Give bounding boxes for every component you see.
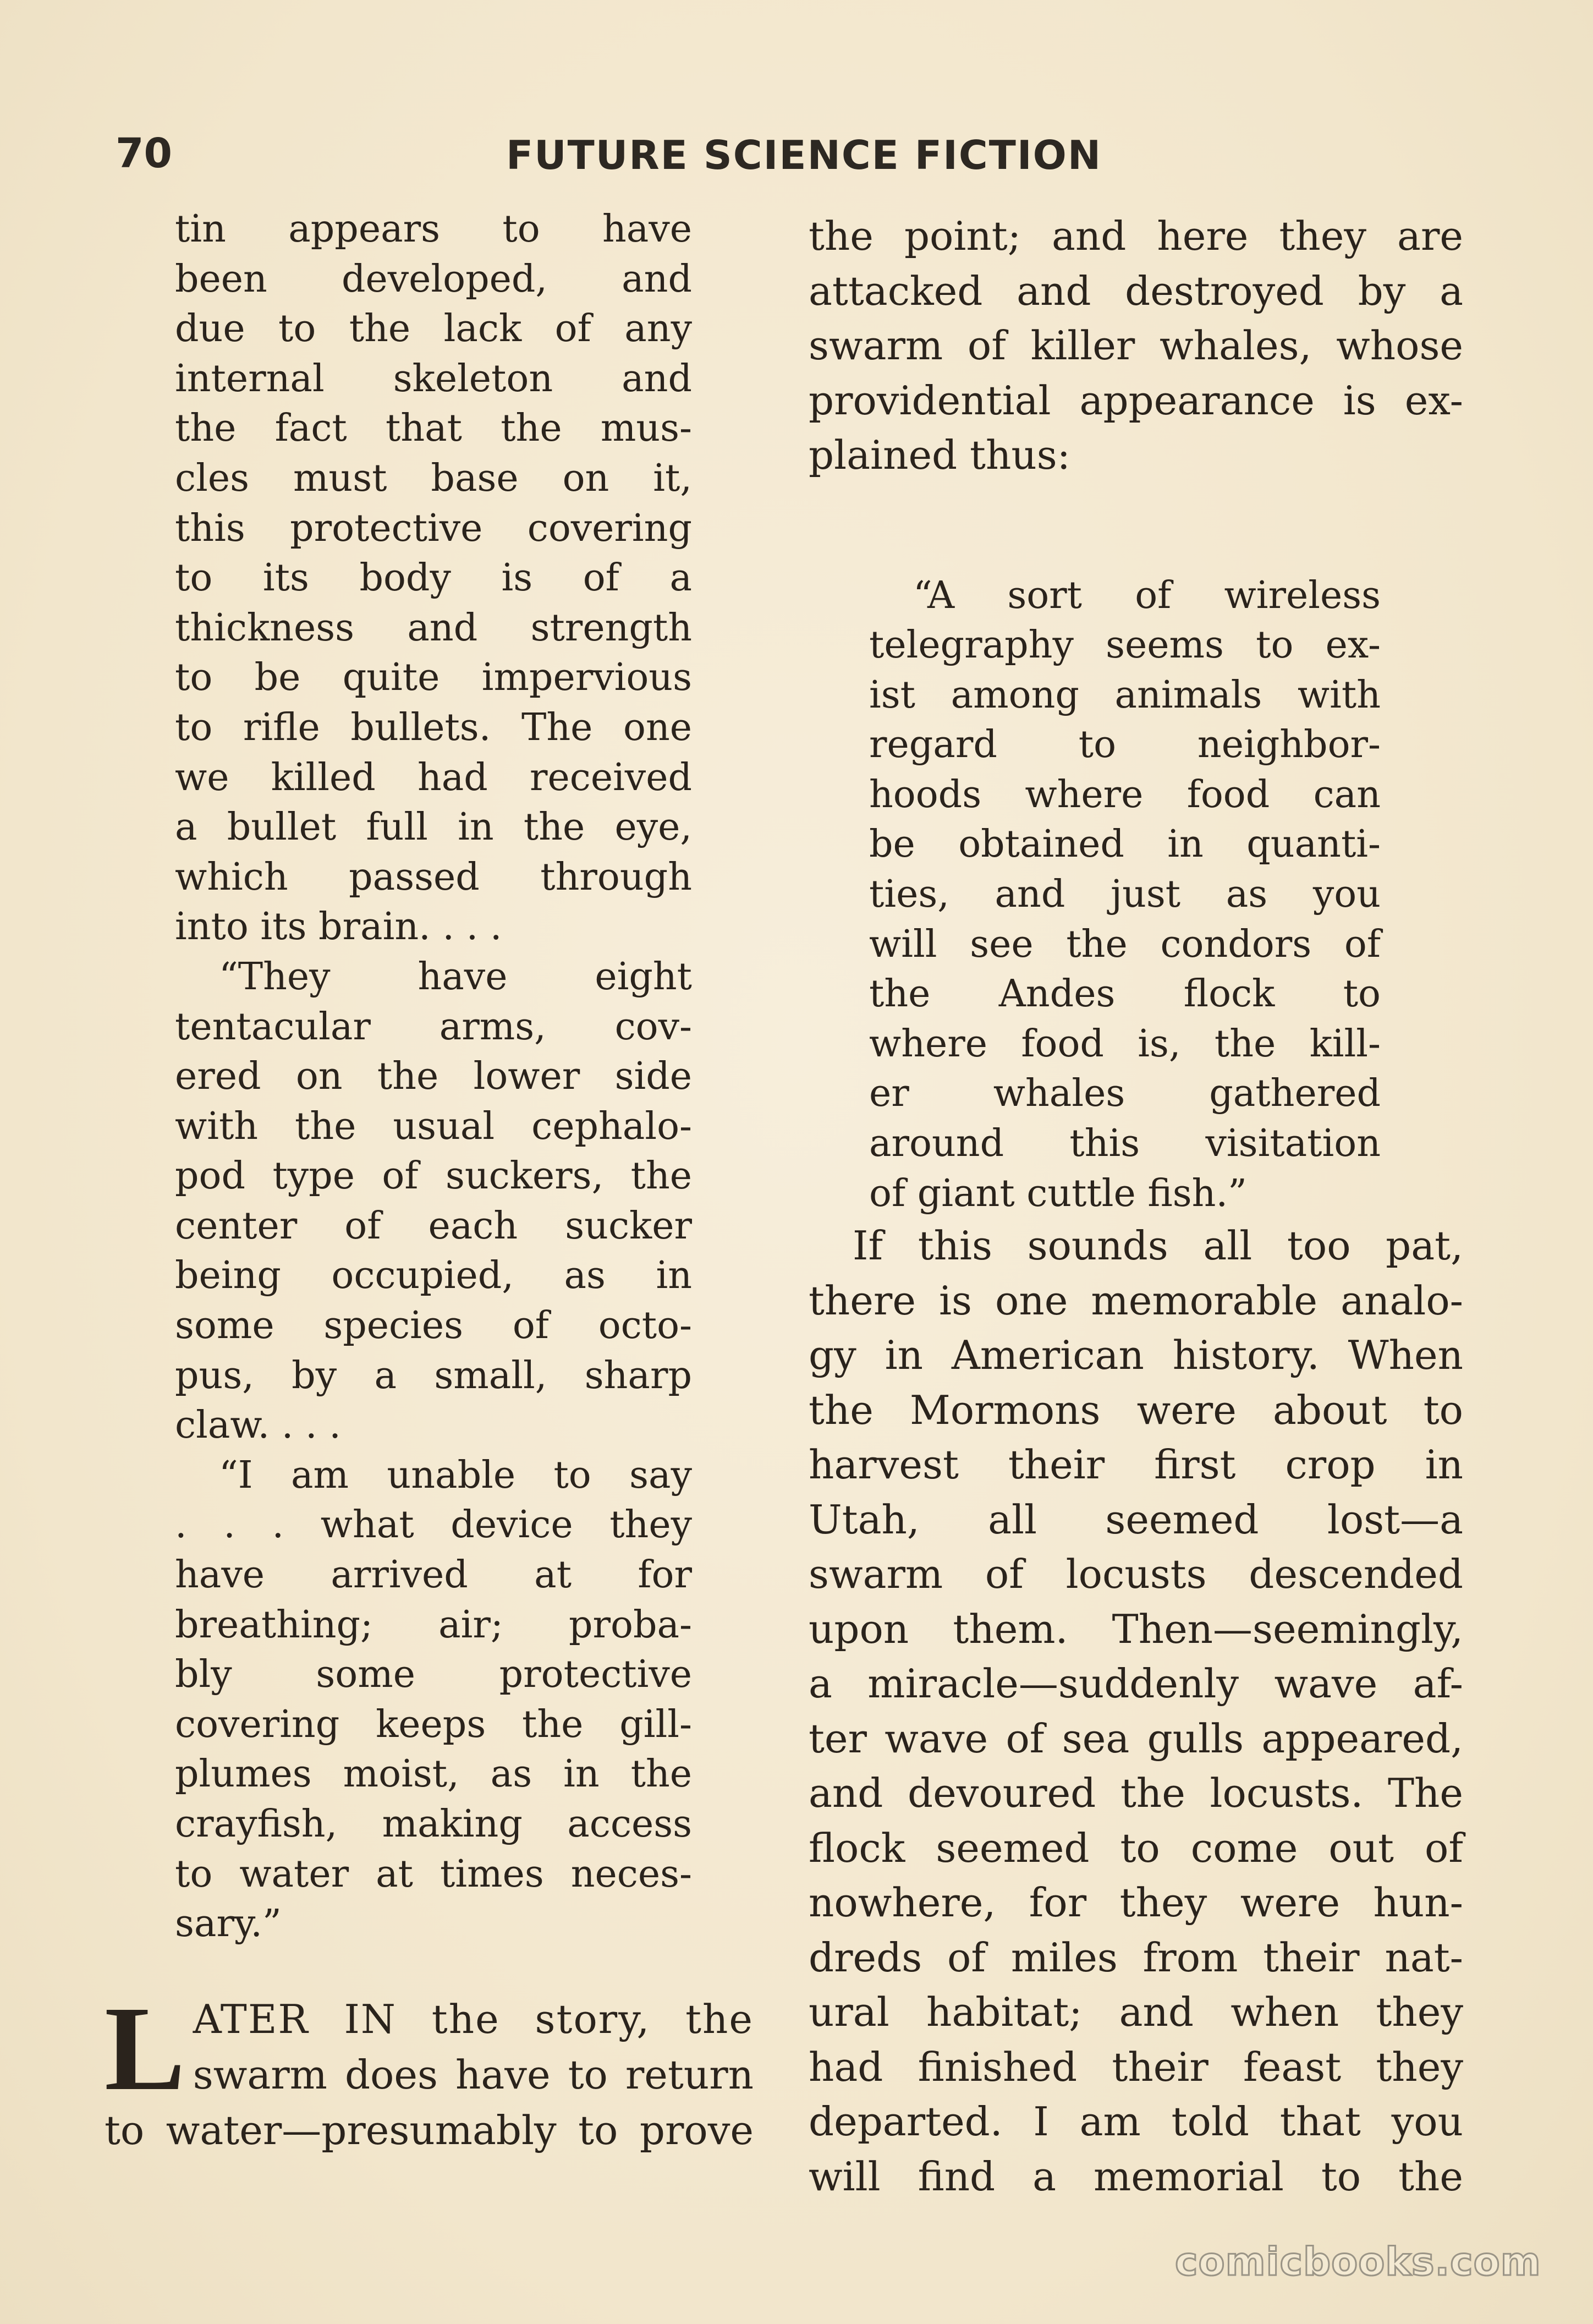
text-line: Utah, all seemed lost—a xyxy=(809,1496,1463,1543)
text-line: swarm of killer whales, whose xyxy=(809,322,1463,369)
text-line: being occupied, as in xyxy=(175,1254,692,1298)
text-line: dreds of miles from their nat- xyxy=(809,1934,1463,1981)
paragraph xyxy=(809,209,1463,483)
text-line: breathing; air; proba- xyxy=(175,1603,692,1647)
text-line: to water at times neces- xyxy=(175,1852,692,1896)
text-line: there is one memorable analo- xyxy=(809,1277,1463,1324)
text-line: some species of octo- xyxy=(175,1304,692,1348)
text-line: been developed, and xyxy=(175,257,692,301)
text-line: with the usual cephalo- xyxy=(175,1104,692,1148)
text-line: internal skeleton and xyxy=(175,357,692,401)
text-line: of giant cuttle fish.” xyxy=(869,1171,1247,1215)
text-line: attacked and destroyed by a xyxy=(809,267,1463,314)
text-line: gy in American history. When xyxy=(809,1332,1463,1379)
page-header xyxy=(0,130,1593,185)
text-line: “I am unable to say xyxy=(219,1453,692,1497)
text-line: which passed through xyxy=(175,855,692,899)
text-line: er whales gathered xyxy=(869,1072,1381,1116)
text-line: a miracle—suddenly wave af- xyxy=(809,1660,1463,1707)
text-line: hoods where food can xyxy=(869,772,1381,816)
page-number: 70 xyxy=(116,130,172,177)
text-line: have arrived at for xyxy=(175,1553,692,1597)
text-line: ural habitat; and when they xyxy=(809,1989,1463,2036)
text-line: due to the lack of any xyxy=(175,307,692,351)
text-line: and devoured the locusts. The xyxy=(809,1770,1463,1817)
text-line: crayfish, making access xyxy=(175,1802,692,1846)
watermark: comicbooks.com xyxy=(1175,2239,1541,2284)
text-line: ered on the lower side xyxy=(175,1055,692,1099)
text-line: swarm of locusts descended xyxy=(809,1551,1463,1598)
paragraph xyxy=(809,1219,1463,2204)
text-line: ties, and just as you xyxy=(869,873,1381,917)
text-line: pus, by a small, sharp xyxy=(175,1353,692,1397)
text-line: into its brain. . . . xyxy=(175,905,502,949)
text-line: “They have eight xyxy=(219,955,692,999)
text-line: providential appearance is ex- xyxy=(809,377,1463,424)
text-line: upon them. Then—seemingly, xyxy=(809,1605,1463,1652)
text-line: regard to neighbor- xyxy=(869,723,1381,767)
text-line: tin appears to have xyxy=(175,207,692,251)
text-line: “A sort of wireless xyxy=(913,573,1381,617)
text-line: claw. . . . xyxy=(175,1404,341,1448)
text-line: where food is, the kill- xyxy=(869,1022,1381,1066)
text-line: the fact that the mus- xyxy=(175,407,692,451)
text-line: the Andes flock to xyxy=(869,972,1381,1016)
text-line: plumes moist, as in the xyxy=(175,1752,692,1796)
text-line: to water—presumably to prove xyxy=(105,2107,754,2153)
text-line: nowhere, for they were hun- xyxy=(809,1879,1463,1926)
paragraph xyxy=(175,952,692,1451)
text-line: . . . what device they xyxy=(175,1503,692,1547)
text-line: flock seemed to come out of xyxy=(809,1824,1463,1871)
text-line: a bullet full in the eye, xyxy=(175,805,692,849)
text-line: ATER IN the story, the xyxy=(193,1996,754,2042)
text-line: If this sounds all too pat, xyxy=(853,1223,1463,1269)
section-opening xyxy=(105,1981,754,2158)
text-line: will see the condors of xyxy=(869,922,1381,966)
text-line: the Mormons were about to xyxy=(809,1386,1463,1433)
text-line: swarm does have to return xyxy=(193,2052,754,2098)
text-line: cles must base on it, xyxy=(175,456,692,500)
text-line: center of each sucker xyxy=(175,1204,692,1248)
text-line: to its body is of a xyxy=(175,556,692,600)
block-quote xyxy=(869,571,1381,1219)
text-line: around this visitation xyxy=(869,1122,1381,1166)
text-line: the point; and here they are xyxy=(809,213,1463,259)
text-line: to be quite impervious xyxy=(175,656,692,700)
text-line: will find a memorial to the xyxy=(809,2153,1463,2200)
paragraph xyxy=(175,1451,692,1949)
drop-cap: L xyxy=(105,1981,185,2115)
text-line: tentacular arms, cov- xyxy=(175,1005,692,1049)
text-line: bly some protective xyxy=(175,1653,692,1697)
right-column xyxy=(809,209,1463,2204)
text-line: this protective covering xyxy=(175,506,692,550)
text-line: telegraphy seems to ex- xyxy=(869,623,1381,667)
paragraph xyxy=(175,205,692,952)
text-line: be obtained in quanti- xyxy=(869,823,1381,867)
text-line: ter wave of sea gulls appeared, xyxy=(809,1715,1463,1762)
text-line: had finished their feast they xyxy=(809,2043,1463,2090)
text-line: harvest their first crop in xyxy=(809,1441,1463,1488)
running-title: FUTURE SCIENCE FICTION xyxy=(506,132,1102,178)
text-line: thickness and strength xyxy=(175,606,692,650)
text-line: to rifle bullets. The one xyxy=(175,705,692,749)
left-column xyxy=(175,205,692,1949)
text-line: plained thus: xyxy=(809,432,1070,478)
text-line: departed. I am told that you xyxy=(809,2098,1463,2145)
text-line: ist among animals with xyxy=(869,673,1381,717)
text-line: sary.” xyxy=(175,1902,282,1946)
text-line: pod type of suckers, the xyxy=(175,1154,692,1198)
text-line: covering keeps the gill- xyxy=(175,1702,692,1746)
text-line: we killed had received xyxy=(175,755,692,799)
